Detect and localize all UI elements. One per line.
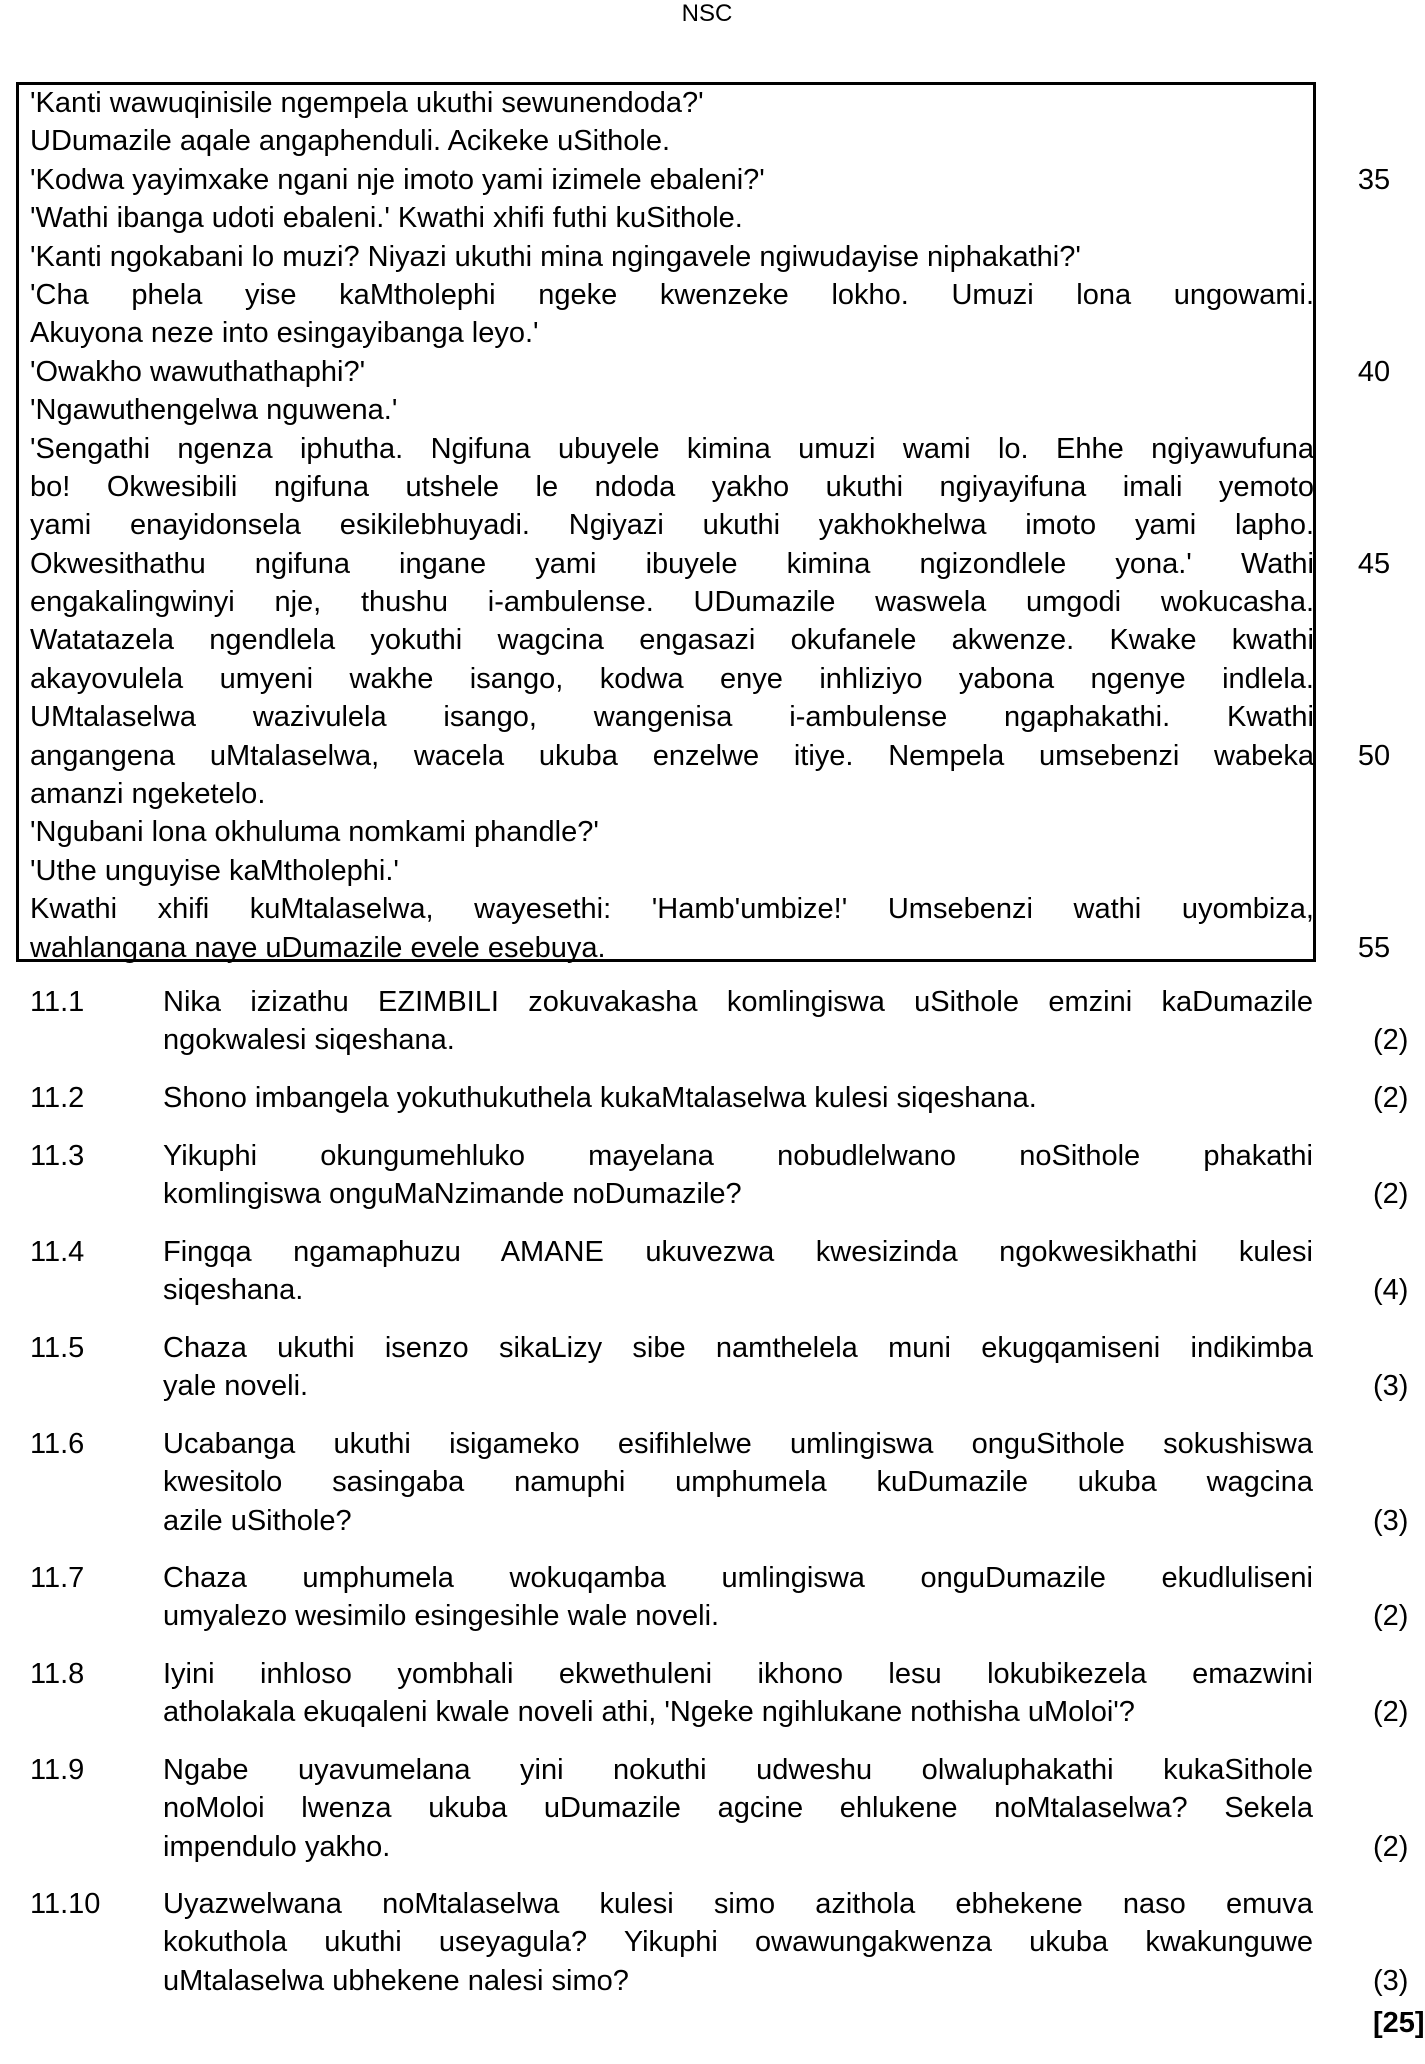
question-line: Ngabe uyavumelana yini nokuthi udweshu olwaluphakathi kukaSithole bbox=[163, 1754, 1313, 1786]
passage-line-text: bo! Okwesibili ngifuna utshele le ndoda yakho ukuthi ngiyayifuna imali yemoto bbox=[30, 470, 1314, 503]
passage-line-text: 'Uthe unguyise kaMtholephi.' bbox=[30, 854, 399, 887]
question-line: azile uSithole? bbox=[163, 1504, 352, 1537]
question-marks: (2) bbox=[1373, 1024, 1409, 1057]
question-line: yale noveli. bbox=[163, 1370, 309, 1403]
question-line: komlingiswa onguMaNzimande noDumazile? bbox=[163, 1178, 742, 1211]
question-line: ngokwalesi siqeshana. bbox=[163, 1024, 455, 1057]
line-number: 35 bbox=[1357, 163, 1391, 196]
passage-line-text: 'Owakho wawuthathaphi?' bbox=[30, 355, 366, 388]
question-number: 11.2 bbox=[30, 1082, 85, 1114]
question-text bbox=[163, 1425, 1313, 1540]
question-line: umyalezo wesimilo esingesihle wale noveli. bbox=[163, 1600, 720, 1633]
passage-line-text: 'Kodwa yayimxake ngani nje imoto yami izimele ebaleni?' bbox=[30, 163, 765, 196]
question-marks: (4) bbox=[1373, 1274, 1409, 1307]
passage-line-text: engakalingwinyi nje, thushu i-ambulense. UDumazile waswela umgodi wokucasha. bbox=[30, 586, 1314, 619]
passage-line bbox=[30, 391, 1314, 429]
question-marks: (2) bbox=[1373, 1600, 1409, 1633]
question-marks: (3) bbox=[1373, 1964, 1409, 1997]
passage-line bbox=[30, 545, 1391, 583]
question-line: kwesitolo sasingaba namuphi umphumela kuDumazile ukuba wagcina bbox=[163, 1466, 1313, 1499]
passage-line bbox=[30, 161, 1391, 199]
passage-line bbox=[30, 775, 1314, 813]
question-line: Nika izizathu EZIMBILI zokuvakasha komlingiswa uSithole emzini kaDumazile bbox=[163, 986, 1313, 1018]
section-total: [25] bbox=[1373, 2007, 1425, 2039]
question-line: impendulo yakho. bbox=[163, 1830, 391, 1863]
passage-line bbox=[30, 852, 1314, 890]
question-text bbox=[163, 1079, 1313, 1117]
passage-line bbox=[30, 468, 1314, 506]
page-header bbox=[0, 0, 1414, 28]
line-number: 55 bbox=[1357, 931, 1391, 964]
passage-line bbox=[30, 276, 1314, 314]
question-number: 11.8 bbox=[30, 1658, 85, 1690]
question-text bbox=[163, 1885, 1313, 2000]
passage-line-text: Akuyona neze into esingayibanga leyo.' bbox=[30, 317, 539, 350]
passage-line bbox=[30, 122, 1314, 160]
question-text bbox=[163, 1751, 1313, 1866]
line-number: 40 bbox=[1357, 355, 1391, 388]
passage-line-text: 'Wathi ibanga udoti ebaleni.' Kwathi xhifi futhi kuSithole. bbox=[30, 202, 743, 235]
question-line: uMtalaselwa ubhekene nalesi simo? bbox=[163, 1964, 629, 1997]
line-number: 50 bbox=[1357, 739, 1391, 772]
passage-line-text: Kwathi xhifi kuMtalaselwa, wayesethi: 'Hamb'umbize!' Umsebenzi wathi uyombiza, bbox=[30, 893, 1314, 926]
question-text bbox=[163, 1559, 1313, 1636]
question-number: 11.5 bbox=[30, 1332, 85, 1364]
passage-line bbox=[30, 84, 1314, 122]
passage-line-text: 'Cha phela yise kaMtholephi ngeke kwenzeke lokho. Umuzi lona ungowami. bbox=[30, 278, 1314, 311]
question-line: Shono imbangela yokuthukuthela kukaMtalaselwa kulesi siqeshana. bbox=[163, 1082, 1037, 1114]
question-text bbox=[163, 983, 1313, 1060]
passage-line bbox=[30, 621, 1314, 659]
question-number: 11.7 bbox=[30, 1562, 85, 1594]
question-marks: (2) bbox=[1373, 1830, 1409, 1863]
passage-line-text: angangena uMtalaselwa, wacela ukuba enzelwe itiye. Nempela umsebenzi wabeka bbox=[30, 739, 1314, 772]
question-text bbox=[163, 1233, 1313, 1310]
question-line: Chaza ukuthi isenzo sikaLizy sibe namthelela muni ekugqamiseni indikimba bbox=[163, 1332, 1313, 1364]
passage-line bbox=[30, 813, 1314, 851]
question-line: Chaza umphumela wokuqamba umlingiswa onguDumazile ekudluliseni bbox=[163, 1562, 1313, 1594]
question-number: 11.9 bbox=[30, 1754, 85, 1786]
question-line: Yikuphi okungumehluko mayelana nobudlelwano noSithole phakathi bbox=[163, 1140, 1313, 1172]
question-marks: (3) bbox=[1373, 1370, 1409, 1403]
passage-line-text: 'Ngawuthengelwa nguwena.' bbox=[30, 394, 398, 427]
question-line: siqeshana. bbox=[163, 1274, 304, 1307]
question-number: 11.3 bbox=[30, 1140, 85, 1172]
question-number: 11.6 bbox=[30, 1428, 85, 1460]
passage-line bbox=[30, 737, 1391, 775]
passage-line bbox=[30, 890, 1314, 928]
extract-passage bbox=[30, 84, 1391, 967]
passage-line-text: Okwesithathu ngifuna ingane yami ibuyele kimina ngizondlele yona.' Wathi bbox=[30, 547, 1314, 580]
passage-line-text: 'Ngubani lona okhuluma nomkami phandle?' bbox=[30, 816, 599, 849]
question-line: Uyazwelwana noMtalaselwa kulesi simo azithola ebhekene naso emuva bbox=[163, 1888, 1313, 1920]
passage-line bbox=[30, 430, 1314, 468]
passage-line bbox=[30, 199, 1314, 237]
question-text bbox=[163, 1329, 1313, 1406]
question-marks: (2) bbox=[1373, 1082, 1409, 1114]
passage-line-text: UMtalaselwa wazivulela isango, wangenisa i-ambulense ngaphakathi. Kwathi bbox=[30, 701, 1314, 734]
question-marks: (2) bbox=[1373, 1178, 1409, 1211]
header-label: NSC bbox=[681, 0, 733, 27]
question-line: noMoloi lwenza ukuba uDumazile agcine ehlukene noMtalaselwa? Sekela bbox=[163, 1792, 1313, 1825]
question-text bbox=[163, 1137, 1313, 1214]
question-text bbox=[163, 1655, 1313, 1732]
passage-line-text: wahlangana naye uDumazile evele esebuya. bbox=[30, 931, 606, 964]
passage-line bbox=[30, 314, 1314, 352]
passage-line-text: akayovulela umyeni wakhe isango, kodwa enye inhliziyo yabona ngenye indlela. bbox=[30, 662, 1314, 695]
question-line: Ucabanga ukuthi isigameko esifihlelwe umlingiswa onguSithole sokushiswa bbox=[163, 1428, 1313, 1460]
passage-line-text: 'Kanti wawuqinisile ngempela ukuthi sewunendoda?' bbox=[30, 87, 704, 119]
line-number: 45 bbox=[1357, 547, 1391, 580]
question-number: 11.1 bbox=[30, 986, 85, 1018]
passage-line-text: yami enayidonsela esikilebhuyadi. Ngiyazi ukuthi yakhokhelwa imoto yami lapho. bbox=[30, 509, 1314, 542]
passage-line bbox=[30, 698, 1314, 736]
passage-line bbox=[30, 929, 1391, 967]
passage-line bbox=[30, 660, 1314, 698]
passage-line-text: 'Sengathi ngenza iphutha. Ngifuna ubuyele kimina umuzi wami lo. Ehhe ngiyawufuna bbox=[30, 432, 1314, 465]
question-line: atholakala ekuqaleni kwale noveli athi, 'Ngeke ngihlukane nothisha uMoloi'? bbox=[163, 1696, 1135, 1729]
question-number: 11.10 bbox=[30, 1888, 101, 1920]
passage-line-text: Watatazela ngendlela yokuthi wagcina engasazi okufanele akwenze. Kwake kwathi bbox=[30, 624, 1314, 657]
passage-line-text: amanzi ngeketelo. bbox=[30, 778, 266, 811]
question-marks: (3) bbox=[1373, 1504, 1409, 1537]
question-marks: (2) bbox=[1373, 1696, 1409, 1729]
passage-line bbox=[30, 506, 1314, 544]
passage-line-text: UDumazile aqale angaphenduli. Acikeke uSithole. bbox=[30, 125, 671, 158]
question-line: Fingqa ngamaphuzu AMANE ukuvezwa kwesizinda ngokwesikhathi kulesi bbox=[163, 1236, 1313, 1268]
question-line: Iyini inhloso yombhali ekwethuleni ikhono lesu lokubikezela emazwini bbox=[163, 1658, 1313, 1690]
passage-line bbox=[30, 238, 1314, 276]
passage-line bbox=[30, 583, 1314, 621]
passage-line-text: 'Kanti ngokabani lo muzi? Niyazi ukuthi mina ngingavele ngiwudayise niphakathi?' bbox=[30, 240, 1081, 273]
question-line: kokuthola ukuthi useyagula? Yikuphi owawungakwenza ukuba kwakunguwe bbox=[163, 1926, 1313, 1959]
question-number: 11.4 bbox=[30, 1236, 85, 1268]
passage-line bbox=[30, 353, 1391, 391]
